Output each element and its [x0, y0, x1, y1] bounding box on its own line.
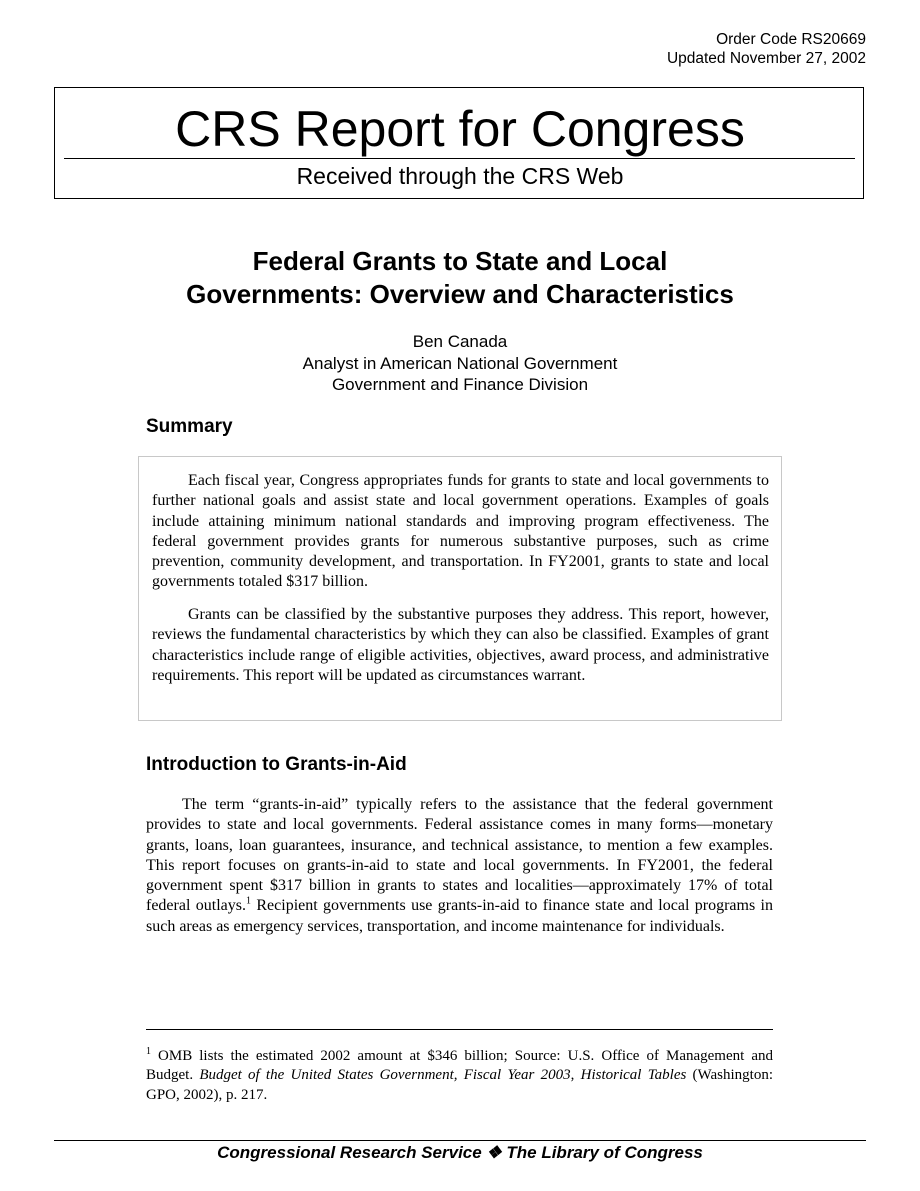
banner-divider	[64, 158, 855, 159]
footnote	[146, 1047, 773, 1105]
footnote-text-3: (Washington: GPO, 2002), p. 217.	[146, 1067, 774, 1103]
introduction-paragraph	[146, 795, 773, 937]
footnote-italic-1: Budget of the United States Government, Fiscal Year 2003	[199, 1067, 571, 1084]
document-title	[0, 245, 920, 311]
summary-heading: Summary	[146, 416, 233, 437]
intro-text-part2: Recipient governments use grants-in-aid to finance state and local programs in such areas as emergency services, transportation, and income maintenance for individuals.	[146, 897, 774, 935]
report-banner-subtitle: Received through the CRS Web	[296, 163, 624, 189]
order-code: Order Code RS20669	[716, 31, 866, 48]
page-footer: Congressional Research Service ❖ The Library of Congress	[217, 1143, 703, 1162]
summary-paragraph-2: Grants can be classified by the substantive purposes they address. This report, however, reviews the fundamental characteristics by which they can also be classified. Examples of grant characteristics include range of eligible activities, objectives, award process, and administrative requirements. This report will be updated as circumstances warrant.	[152, 606, 769, 684]
footnote-text-2: ,	[570, 1067, 581, 1084]
footnote-reference[interactable]: 1	[246, 896, 251, 908]
order-info	[667, 30, 866, 68]
report-banner-title: CRS Report for Congress	[175, 101, 745, 157]
footnote-italic-2: Historical Tables	[580, 1067, 687, 1084]
intro-text-part1: The term “grants-in-aid” typically refers to the assistance that the federal government provides to state and local governments. Federal assistance comes in many forms—monetary grants, loans, loan guarantees, insurance, and technical assistance, to mention a few examples. This report focuses on grants-in-aid to state and local governments. In FY2001, the federal government spent $317 billion in grants to states and localities—approximately 17% of total federal outlays.	[146, 796, 773, 915]
introduction-heading: Introduction to Grants-in-Aid	[146, 754, 407, 775]
footnote-number: 1	[146, 1046, 151, 1057]
author-block	[0, 331, 920, 396]
footnote-divider	[146, 1029, 773, 1030]
footnote-text-1: OMB lists the estimated 2002 amount at $346 billion; Source: U.S. Office of Management and Budget.	[146, 1048, 773, 1084]
document-title-line1: Federal Grants to State and Local	[252, 246, 668, 276]
footer-divider	[54, 1140, 866, 1141]
author-name: Ben Canada	[412, 332, 508, 351]
author-title: Analyst in American National Government	[302, 353, 618, 373]
author-division: Government and Finance Division	[331, 375, 589, 394]
updated-date: Updated November 27, 2002	[666, 50, 866, 67]
summary-paragraph-1: Each fiscal year, Congress appropriates funds for grants to state and local governments to further national goals and assist state and local government operations. Examples of goals include attaining minimum national standards and improving program effectiveness. The federal government provides grants for numerous substantive purposes, such as crime prevention, community development, and transportation. In FY2001, grants to state and local governments totaled $317 billion.	[152, 472, 769, 591]
document-title-line2: Governments: Overview and Characteristics	[186, 279, 734, 309]
